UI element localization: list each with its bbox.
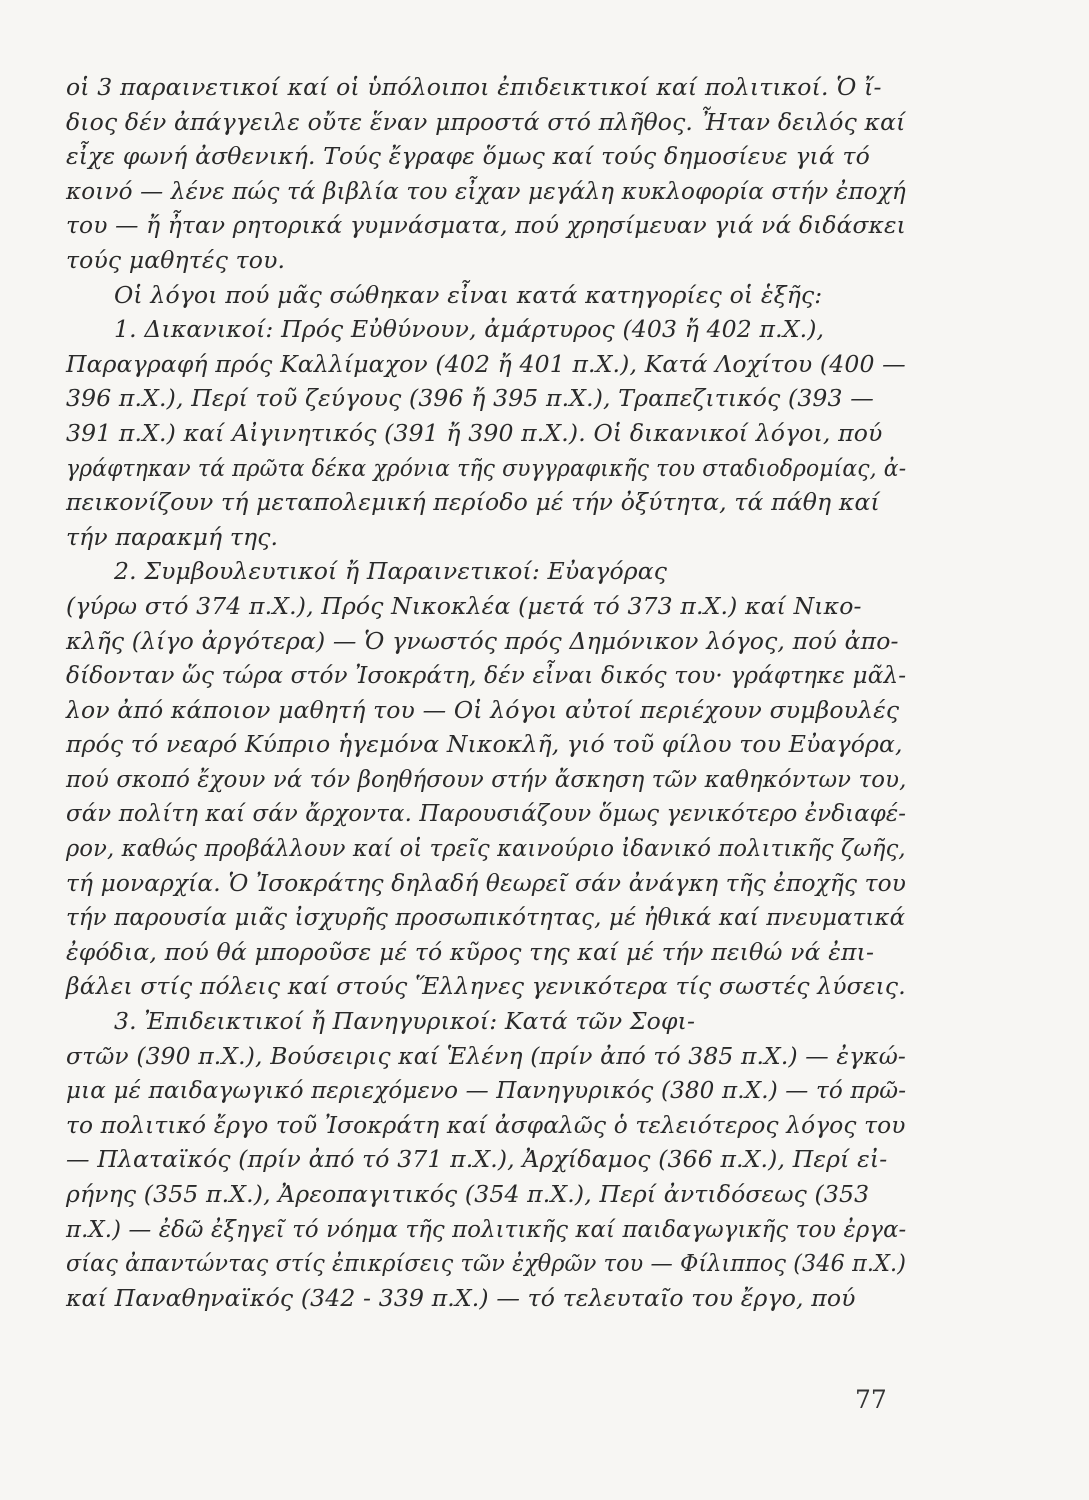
category-heading-line: 1. Δικανικοί: Πρός Εὐθύνουν, ἀμάρτυρος (403 ἤ 402 π.Χ.),: [114, 315, 825, 344]
category-heading-line: 3. Ἐπιδεικτικοί ἤ Πανηγυρικοί: Κατά τῶν Σοφι-: [114, 1007, 696, 1036]
text-line: Παραγραφή πρός Καλλίμαχον (402 ἤ 401 π.Χ.), Κατά Λοχίτου (400 —: [66, 349, 906, 378]
text-line: πεικονίζουν τή μεταπολεμική περίοδο μέ τήν ὀξύτητα, τά πάθη καί: [66, 488, 880, 517]
text-line: ἐφόδια, πού θά μποροῦσε μέ τό κῦρος της καί μέ τήν πειθώ νά ἐπι-: [66, 937, 875, 966]
text-line: (γύρω στό 374 π.Χ.), Πρός Νικοκλέα (μετά τό 373 π.Χ.) καί Νικο-: [66, 591, 862, 620]
text-line: 391 π.Χ.) καί Αἰγινητικός (391 ἤ 390 π.Χ.). Οἱ δικανικοί λόγοι, πού: [66, 418, 883, 447]
text-line: ρον, καθώς προβάλλουν καί οἱ τρεῖς καινούριο ἰδανικό πολιτικῆς ζωῆς,: [66, 834, 906, 863]
text-line: βάλει στίς πόλεις καί στούς Ἕλληνες γενικότερα τίς σωστές λύσεις.: [66, 972, 906, 1001]
text-line: λον ἀπό κάποιον μαθητή του — Οἱ λόγοι αὐτοί περιέχουν συμβουλές: [66, 695, 900, 724]
text-line: γράφτηκαν τά πρῶτα δέκα χρόνια τῆς συγγραφικῆς του σταδιοδρομίας, ἀ-: [66, 453, 907, 482]
text-line: πού σκοπό ἔχουν νά τόν βοηθήσουν στήν ἄσκηση τῶν καθηκόντων του,: [66, 764, 907, 793]
text-line: τήν παρουσία μιᾶς ἰσχυρῆς προσωπικότητας, μέ ἠθικά καί πνευματικά: [66, 903, 906, 932]
text-line: σίας ἀπαντώντας στίς ἐπικρίσεις τῶν ἐχθρῶν του — Φίλιππος (346 π.Χ.): [66, 1249, 907, 1278]
text-line: τήν παρακμή της.: [66, 522, 279, 551]
page-number: 77: [855, 1385, 887, 1414]
text-line: στῶν (390 π.Χ.), Βούσειρις καί Ἑλένη (πρίν ἀπό τό 385 π.Χ.) — ἐγκώ-: [66, 1041, 906, 1070]
text-line: διος δέν ἀπάγγειλε οὔτε ἕναν μπροστά στό πλῆθος. Ἦταν δειλός καί: [66, 107, 906, 136]
text-line: 396 π.Χ.), Περί τοῦ ζεύγους (396 ἤ 395 π.Χ.), Τραπεζιτικός (393 —: [66, 384, 874, 413]
text-line: τή μοναρχία. Ὁ Ἰσοκράτης δηλαδή θεωρεῖ σάν ἀνάγκη τῆς ἐποχῆς του: [66, 868, 907, 897]
paragraph-start-line: Οἱ λόγοι πού μᾶς σώθηκαν εἶναι κατά κατηγορίες οἱ ἑξῆς:: [114, 280, 823, 309]
page-text-block: [66, 70, 906, 1315]
text-line: μια μέ παιδαγωγικό περιεχόμενο — Πανηγυρικός (380 π.Χ.) — τό πρῶ-: [66, 1076, 907, 1105]
text-line: σάν πολίτη καί σάν ἄρχοντα. Παρουσιάζουν ὅμως γενικότερο ἐνδιαφέ-: [66, 799, 907, 828]
text-line: το πολιτικό ἔργο τοῦ Ἰσοκράτη καί ἀσφαλῶς ὁ τελειότερος λόγος του: [66, 1110, 906, 1139]
text-line: κοινό — λένε πώς τά βιβλία του εἶχαν μεγάλη κυκλοφορία στήν ἐποχή: [66, 176, 906, 205]
text-line: καί Παναθηναϊκός (342 - 339 π.Χ.) — τό τελευταῖο του ἔργο, πού: [66, 1283, 856, 1312]
text-line: ρήνης (355 π.Χ.), Ἀρεοπαγιτικός (354 π.Χ.), Περί ἀντιδόσεως (353: [66, 1180, 870, 1208]
text-line: δίδονταν ὥς τώρα στόν Ἰσοκράτη, δέν εἶναι δικός του· γράφτηκε μᾶλ-: [66, 661, 907, 690]
text-line: πρός τό νεαρό Κύπριο ἡγεμόνα Νικοκλῆ, γιό τοῦ φίλου του Εὐαγόρα,: [66, 730, 903, 759]
text-line: οἱ 3 παραινετικοί καί οἱ ὑπόλοιποι ἐπιδεικτικοί καί πολιτικοί. Ὁ ἴ-: [66, 73, 882, 101]
text-line: του — ἤ ἦταν ρητορικά γυμνάσματα, πού χρησίμευαν γιά νά διδάσκει: [66, 211, 906, 240]
category-heading-line: 2. Συμβουλευτικοί ἤ Παραινετικοί: Εὐαγόρας: [114, 557, 668, 586]
text-line: — Πλαταϊκός (πρίν ἀπό τό 371 π.Χ.), Ἀρχίδαμος (366 π.Χ.), Περί εἰ-: [66, 1145, 888, 1174]
text-line: π.Χ.) — ἐδῶ ἐξηγεῖ τό νόημα τῆς πολιτικῆς καί παιδαγωγικῆς του ἐργα-: [66, 1214, 907, 1243]
text-line: εἶχε φωνή ἀσθενική. Τούς ἔγραφε ὅμως καί τούς δημοσίευε γιά τό: [66, 142, 870, 171]
text-line: τούς μαθητές του.: [66, 245, 286, 274]
text-line: κλῆς (λίγο ἀργότερα) — Ὁ γνωστός πρός Δημόνικον λόγος, πού ἀπο-: [66, 626, 899, 655]
